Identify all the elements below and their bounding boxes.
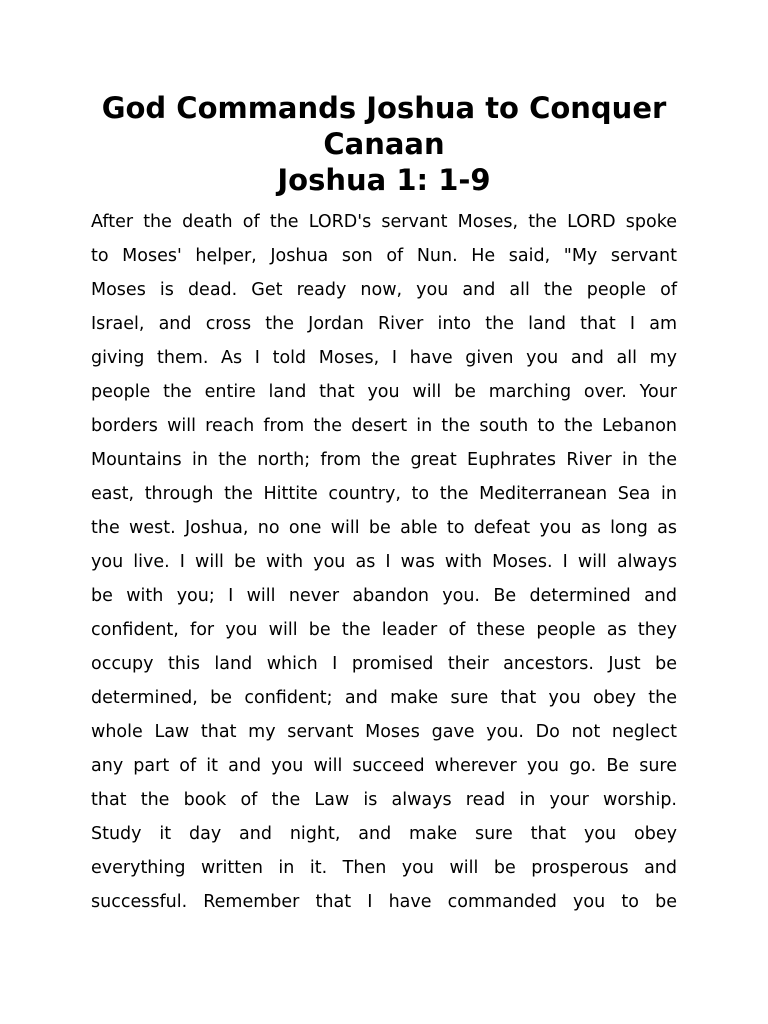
- body-line: borders will reach from the desert in the south to the Lebanon: [91, 416, 677, 436]
- body-line: be with you; I will never abandon you. Be determined and: [91, 586, 677, 606]
- body-line: Study it day and night, and make sure that you obey: [91, 824, 677, 844]
- body-line: east, through the Hittite country, to the Mediterranean Sea in: [91, 484, 677, 504]
- document-title: [60, 90, 708, 198]
- body-line: Mountains in the north; from the great Euphrates River in the: [91, 450, 677, 470]
- body-line: that the book of the Law is always read in your worship.: [91, 790, 677, 810]
- body-line: occupy this land which I promised their ancestors. Just be: [91, 654, 677, 674]
- body-line: confident, for you will be the leader of these people as they: [91, 620, 677, 640]
- body-line: Moses is dead. Get ready now, you and all the people of: [91, 280, 677, 300]
- body-line: people the entire land that you will be marching over. Your: [91, 382, 677, 402]
- body-line: giving them. As I told Moses, I have given you and all my: [91, 348, 677, 368]
- body-paragraph: [91, 205, 677, 919]
- body-line: you live. I will be with you as I was with Moses. I will always: [91, 552, 677, 572]
- title-line-2: Canaan: [323, 127, 445, 161]
- body-line: the west. Joshua, no one will be able to defeat you as long as: [91, 518, 677, 538]
- body-line: After the death of the LORD's servant Moses, the LORD spoke: [91, 212, 677, 232]
- body-line: any part of it and you will succeed wherever you go. Be sure: [91, 756, 677, 776]
- body-line: to Moses' helper, Joshua son of Nun. He said, "My servant: [91, 246, 677, 266]
- body-line: whole Law that my servant Moses gave you. Do not neglect: [91, 722, 677, 742]
- body-line: determined, be confident; and make sure that you obey the: [91, 688, 677, 708]
- body-line: Israel, and cross the Jordan River into the land that I am: [91, 314, 677, 334]
- title-line-1: God Commands Joshua to Conquer: [101, 91, 667, 125]
- body-line: everything written in it. Then you will be prosperous and: [91, 858, 677, 878]
- scripture-reference: Joshua 1: 1-9: [277, 163, 491, 197]
- body-line: successful. Remember that I have commanded you to be: [91, 892, 677, 912]
